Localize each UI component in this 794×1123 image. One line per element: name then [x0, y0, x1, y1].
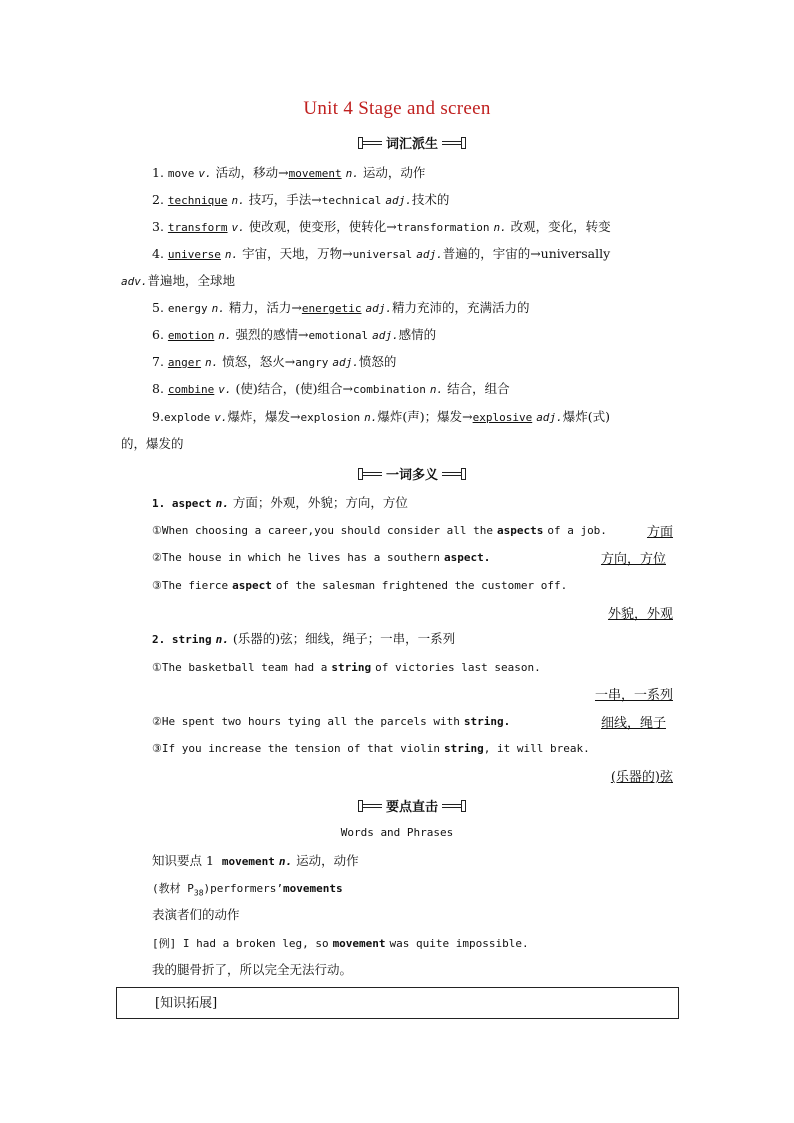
- vocab-item-continued: adv.普遍地，全球地: [121, 273, 236, 288]
- answer: 方向，方位: [600, 552, 666, 567]
- example-sentence: ①When choosing a career,you should consider all the aspects of a job.: [152, 524, 607, 537]
- unit-title: Unit 4 Stage and screen: [303, 98, 491, 119]
- polysemy-head: 2. string n. (乐器的)弦；细线，绳子；一串，一系列: [152, 631, 456, 646]
- section-label: 一词多义: [382, 464, 442, 483]
- example-sentence: ③The fierce aspect of the salesman frightened the customer off.: [152, 579, 568, 592]
- example-sentence: ②The house in which he lives has a southern aspect.: [152, 551, 491, 564]
- vocab-item: 1. move v. 活动，移动→movement n. 运动，动作: [152, 165, 426, 180]
- vocab-item: 7. anger n. 愤怒，怒火→angry adj.愤怒的: [152, 354, 397, 369]
- subsection-title: Words and Phrases: [340, 826, 454, 839]
- answer: 外貌，外观: [607, 607, 673, 622]
- example-sentence: ③If you increase the tension of that violin string, it will break.: [152, 742, 590, 755]
- example-sentence: ②He spent two hours tying all the parcels with string.: [152, 715, 511, 728]
- section-header-vocab: [358, 134, 466, 150]
- box-label: [知识拓展]: [155, 996, 218, 1011]
- knowledge-expansion-box: [116, 987, 679, 1019]
- translation: 我的腿骨折了，所以完全无法行动。: [152, 962, 353, 977]
- vocab-item: 9.explode v.爆炸，爆发→explosion n.爆炸(声)；爆发→explosive adj.爆炸(式): [152, 409, 610, 424]
- polysemy-head: 1. aspect n. 方面；外观，外貌；方向，方位: [152, 495, 408, 510]
- answer: 方面: [646, 525, 673, 540]
- answer: 细线，绳子: [600, 716, 666, 731]
- translation: 表演者们的动作: [152, 907, 240, 922]
- knowledge-point: 知识要点 1 movement n. 运动，动作: [152, 853, 359, 868]
- example-sentence: [例] I had a broken leg, so movement was quite impossible.: [152, 937, 529, 950]
- textbook-source: (教材 $P_{38})performers’movements$: [152, 882, 343, 898]
- section-header-keypoints: [358, 797, 466, 813]
- answer: (乐器的)弦: [610, 770, 673, 785]
- section-label: 要点直击: [382, 796, 442, 815]
- answer: 一串，一系列: [594, 688, 673, 703]
- vocab-item: 3. transform v. 使改观，使变形，使转化→transformation n. 改观，变化，转变: [152, 219, 611, 234]
- vocab-item: 4. universe n. 宇宙，天地，万物→universal adj.普遍的，宇宙的→universally: [152, 246, 611, 261]
- vocab-item: 8. combine v. (使)结合，(使)组合→combination n. 结合，组合: [152, 381, 510, 396]
- vocab-item: 6. emotion n. 强烈的感情→emotional adj.感情的: [152, 327, 437, 342]
- section-header-polysemy: [358, 465, 466, 481]
- example-sentence: ①The basketball team had a string of victories last season.: [152, 661, 541, 674]
- section-label: 词汇派生: [382, 133, 442, 152]
- vocab-item: 5. energy n. 精力，活力→energetic adj.精力充沛的，充满活力的: [152, 300, 530, 315]
- vocab-item-continued: 的，爆发的: [121, 436, 184, 451]
- vocab-item: 2. technique n. 技巧，手法→technical adj.技术的: [152, 192, 450, 207]
